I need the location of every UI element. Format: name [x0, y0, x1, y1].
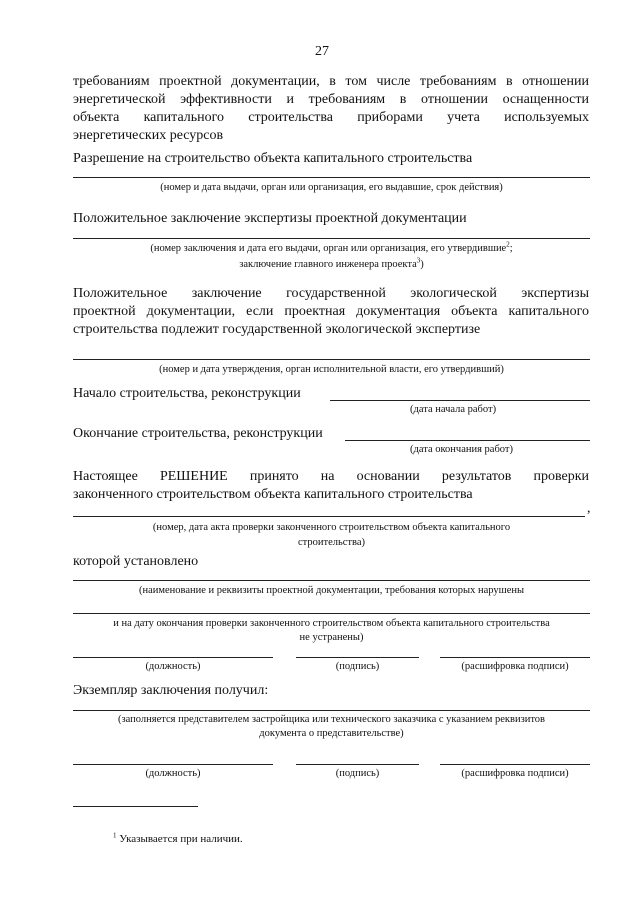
copy-field-line[interactable] — [73, 710, 590, 711]
expertise-hint-line-1 — [73, 242, 590, 255]
signature2-signature-hint: (подпись) — [335, 768, 380, 779]
signature1-signature-hint: (подпись) — [335, 661, 380, 672]
footnote-separator — [73, 806, 198, 807]
signature2-transcript-line[interactable] — [440, 764, 590, 765]
decision-field-line[interactable] — [73, 516, 585, 517]
footnote-ref-3: 3 — [416, 256, 421, 265]
permit-label: Разрешение на строительство объекта капитального строительства — [73, 151, 473, 166]
established-hint-1: (наименование и реквизиты проектной документации, требования которых нарушены — [138, 585, 525, 596]
footnote-1 — [113, 833, 243, 846]
permit-field-line[interactable] — [73, 177, 590, 178]
ecology-line-1: Положительное заключение государственной экологической экспертизы — [73, 286, 589, 301]
expertise-hint-2-end: ) — [420, 259, 424, 270]
footnote-mark: 1 — [113, 831, 117, 840]
ecology-hint: (номер и дата утверждения, орган исполнительной власти, его утвердивший) — [159, 364, 504, 375]
page-number: 27 — [315, 44, 329, 59]
copy-label: Экземпляр заключения получил: — [73, 683, 269, 698]
signature2-signature-line[interactable] — [296, 764, 419, 765]
expertise-hint-1-end: ; — [509, 243, 513, 254]
decision-line-2: законченного строительством объекта капитального строительства — [73, 487, 473, 502]
established-label: которой установлено — [73, 554, 199, 569]
intro-line-3: объекта капитального строительства приборами учета используемых — [73, 110, 589, 125]
intro-line-4: энергетических ресурсов — [73, 128, 224, 143]
signature2-position-line[interactable] — [73, 764, 273, 765]
established-hint-2-line-1: и на дату окончания проверки законченного строительством объекта капитального строительства — [113, 618, 550, 629]
signature1-transcript-line[interactable] — [440, 657, 590, 658]
decision-hint-line-1: (номер, дата акта проверки законченного строительством объекта капитального — [152, 522, 511, 533]
signature1-transcript-hint: (расшифровка подписи) — [461, 661, 569, 672]
expertise-hint-2-text: заключение главного инженера проекта — [239, 259, 417, 270]
decision-line-1: Настоящее РЕШЕНИЕ принято на основании результатов проверки — [73, 469, 589, 484]
signature2-transcript-hint: (расшифровка подписи) — [461, 768, 569, 779]
ecology-line-2: проектной документации, если проектная документация объекта капитального — [73, 304, 589, 319]
footnote-text: Указывается при наличии. — [116, 833, 243, 845]
permit-hint: (номер и дата выдачи, орган или организация, его выдавшие, срок действия) — [160, 182, 503, 193]
copy-hint-line-2: документа о представительстве) — [259, 728, 404, 739]
decision-hint-line-2: строительства) — [298, 537, 365, 548]
signature1-position-line[interactable] — [73, 657, 273, 658]
established-field-line-1[interactable] — [73, 580, 590, 581]
decision-comma: , — [587, 501, 591, 516]
copy-hint-line-1: (заполняется представителем застройщика или технического заказчика с указанием реквизитов — [118, 714, 545, 725]
end-date-field-line[interactable] — [345, 440, 590, 441]
footnote-ref-2: 2 — [506, 240, 510, 249]
start-hint: (дата начала работ) — [410, 404, 497, 415]
intro-line-2: энергетической эффективности и требованиям в отношении оснащенности — [73, 92, 589, 107]
signature2-position-hint: (должность) — [145, 768, 201, 779]
ecology-field-line[interactable] — [73, 359, 590, 360]
intro-line-1: требованиям проектной документации, в том числе требованиям в отношении — [73, 74, 589, 89]
start-label: Начало строительства, реконструкции — [73, 386, 301, 401]
ecology-line-3: строительства подлежит государственной экологической экспертизе — [73, 322, 481, 337]
signature1-position-hint: (должность) — [145, 661, 201, 672]
end-hint: (дата окончания работ) — [410, 444, 514, 455]
established-hint-2-line-2: не устранены) — [299, 632, 364, 643]
expertise-label: Положительное заключение экспертизы проектной документации — [73, 211, 467, 226]
expertise-hint-1-text: (номер заключения и дата его выдачи, орган или организация, его утвердившие — [150, 243, 507, 254]
start-date-field-line[interactable] — [330, 400, 590, 401]
expertise-hint-line-2 — [73, 258, 590, 271]
expertise-field-line[interactable] — [73, 238, 590, 239]
established-field-line-2[interactable] — [73, 613, 590, 614]
end-label: Окончание строительства, реконструкции — [73, 426, 323, 441]
signature1-signature-line[interactable] — [296, 657, 419, 658]
